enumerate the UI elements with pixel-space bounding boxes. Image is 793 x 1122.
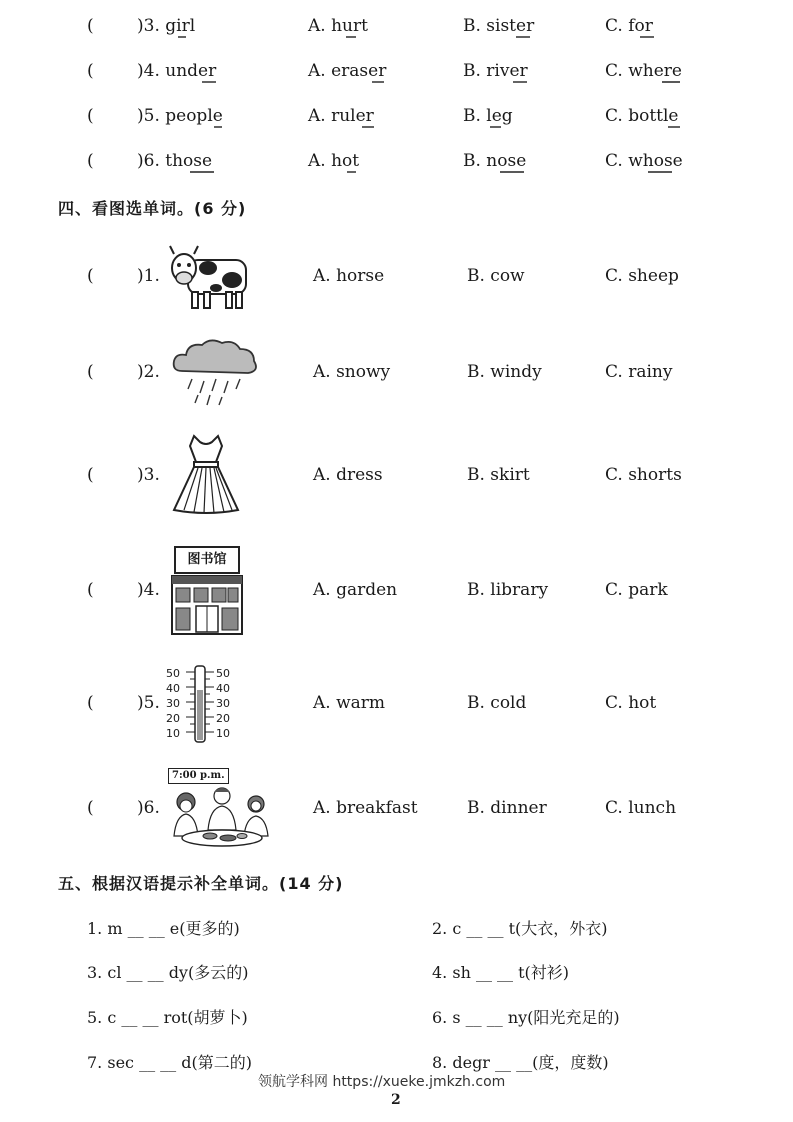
library-building-icon (170, 540, 244, 636)
question-number: )4. (137, 580, 160, 600)
fill-blank-item[interactable]: 4. sh __ __ t(衬衫) (432, 963, 570, 982)
scale-label: 30 (216, 697, 230, 710)
thermometer-scale-left (166, 666, 180, 741)
option-b: B. cow (467, 266, 525, 286)
option-a: A. eraser (308, 61, 387, 81)
pronunciation-underlines (0, 0, 793, 200)
thermometer-icon (164, 664, 240, 746)
question-number: )2. (137, 362, 160, 382)
fill-blank-item[interactable]: 7. sec __ __ d(第二的) (87, 1053, 252, 1072)
question-word: )6. those (137, 151, 213, 171)
option-b: B. river (463, 61, 528, 81)
scale-label: 40 (216, 682, 230, 695)
option-a: A. hot (308, 151, 360, 171)
option-b: B. sister (463, 16, 535, 36)
question-number: )1. (137, 266, 160, 286)
option-c: C. for (605, 16, 653, 36)
library-sign: 图书馆 (174, 546, 240, 574)
fill-blank-item[interactable]: 5. c __ __ rot(胡萝卜) (87, 1008, 248, 1027)
fill-blank-item[interactable]: 6. s __ __ ny(阳光充足的) (432, 1008, 620, 1027)
option-a: A. breakfast (313, 798, 418, 818)
fill-blank-item[interactable]: 3. cl __ __ dy(多云的) (87, 963, 249, 982)
question-number: )5. (137, 693, 160, 713)
question-number: )6. (137, 798, 160, 818)
option-c: C. sheep (605, 266, 679, 286)
option-c: C. where (605, 61, 682, 81)
answer-paren[interactable]: ( (87, 61, 94, 81)
answer-paren[interactable]: ( (87, 362, 94, 382)
scale-label: 20 (216, 712, 230, 725)
option-a: A. warm (313, 693, 386, 713)
scale-label: 50 (166, 667, 180, 680)
fill-blank-item[interactable]: 2. c __ __ t(大衣，外衣) (432, 919, 608, 938)
option-b: B. skirt (467, 465, 530, 485)
option-c: C. lunch (605, 798, 677, 818)
question-number: )3. (137, 465, 160, 485)
answer-paren[interactable]: ( (87, 266, 94, 286)
scale-label: 50 (216, 667, 230, 680)
option-a: A. ruler (308, 106, 374, 126)
watermark-text: 领航学科网 https://xueke.jmkzh.com (258, 1074, 506, 1090)
question-word: )4. under (137, 61, 217, 81)
answer-paren[interactable]: ( (87, 798, 94, 818)
scale-label: 10 (216, 727, 230, 740)
section-4-heading: 四、看图选单词。(6 分) (58, 199, 247, 218)
option-b: B. dinner (467, 798, 547, 818)
cow-icon (166, 240, 252, 312)
option-b: B. leg (463, 106, 513, 126)
option-a: A. snowy (313, 362, 391, 382)
answer-paren[interactable]: ( (87, 465, 94, 485)
option-b: B. nose (463, 151, 527, 171)
rain-cloud-icon (170, 335, 262, 407)
option-a: A. horse (313, 266, 385, 286)
page-number: 2 (391, 1092, 401, 1108)
answer-paren[interactable]: ( (87, 151, 94, 171)
scale-label: 20 (166, 712, 180, 725)
option-c: C. whose (605, 151, 683, 171)
answer-paren[interactable]: ( (87, 693, 94, 713)
fill-blank-item[interactable]: 1. m __ __ e(更多的) (87, 919, 240, 938)
option-c: C. hot (605, 693, 657, 713)
option-b: B. cold (467, 693, 527, 713)
fill-blank-item[interactable]: 8. degr __ __(度，度数) (432, 1053, 609, 1072)
answer-paren[interactable]: ( (87, 106, 94, 126)
option-c: C. bottle (605, 106, 679, 126)
clock-label: 7:00 p.m. (168, 768, 229, 784)
option-c: C. rainy (605, 362, 673, 382)
option-c: C. shorts (605, 465, 682, 485)
option-b: B. library (467, 580, 549, 600)
option-c: C. park (605, 580, 668, 600)
scale-label: 10 (166, 727, 180, 740)
option-b: B. windy (467, 362, 542, 382)
answer-paren[interactable]: ( (87, 580, 94, 600)
option-a: A. garden (313, 580, 398, 600)
option-a: A. hurt (308, 16, 368, 36)
answer-paren[interactable]: ( (87, 16, 94, 36)
scale-label: 40 (166, 682, 180, 695)
question-word: )5. people (137, 106, 223, 126)
family-dinner-icon (166, 766, 274, 848)
scale-label: 30 (166, 697, 180, 710)
option-a: A. dress (313, 465, 383, 485)
thermometer-scale-right (216, 666, 230, 741)
dress-icon (170, 432, 242, 516)
question-word: )3. girl (137, 16, 196, 36)
section-5-heading: 五、根据汉语提示补全单词。(14 分) (58, 874, 344, 893)
